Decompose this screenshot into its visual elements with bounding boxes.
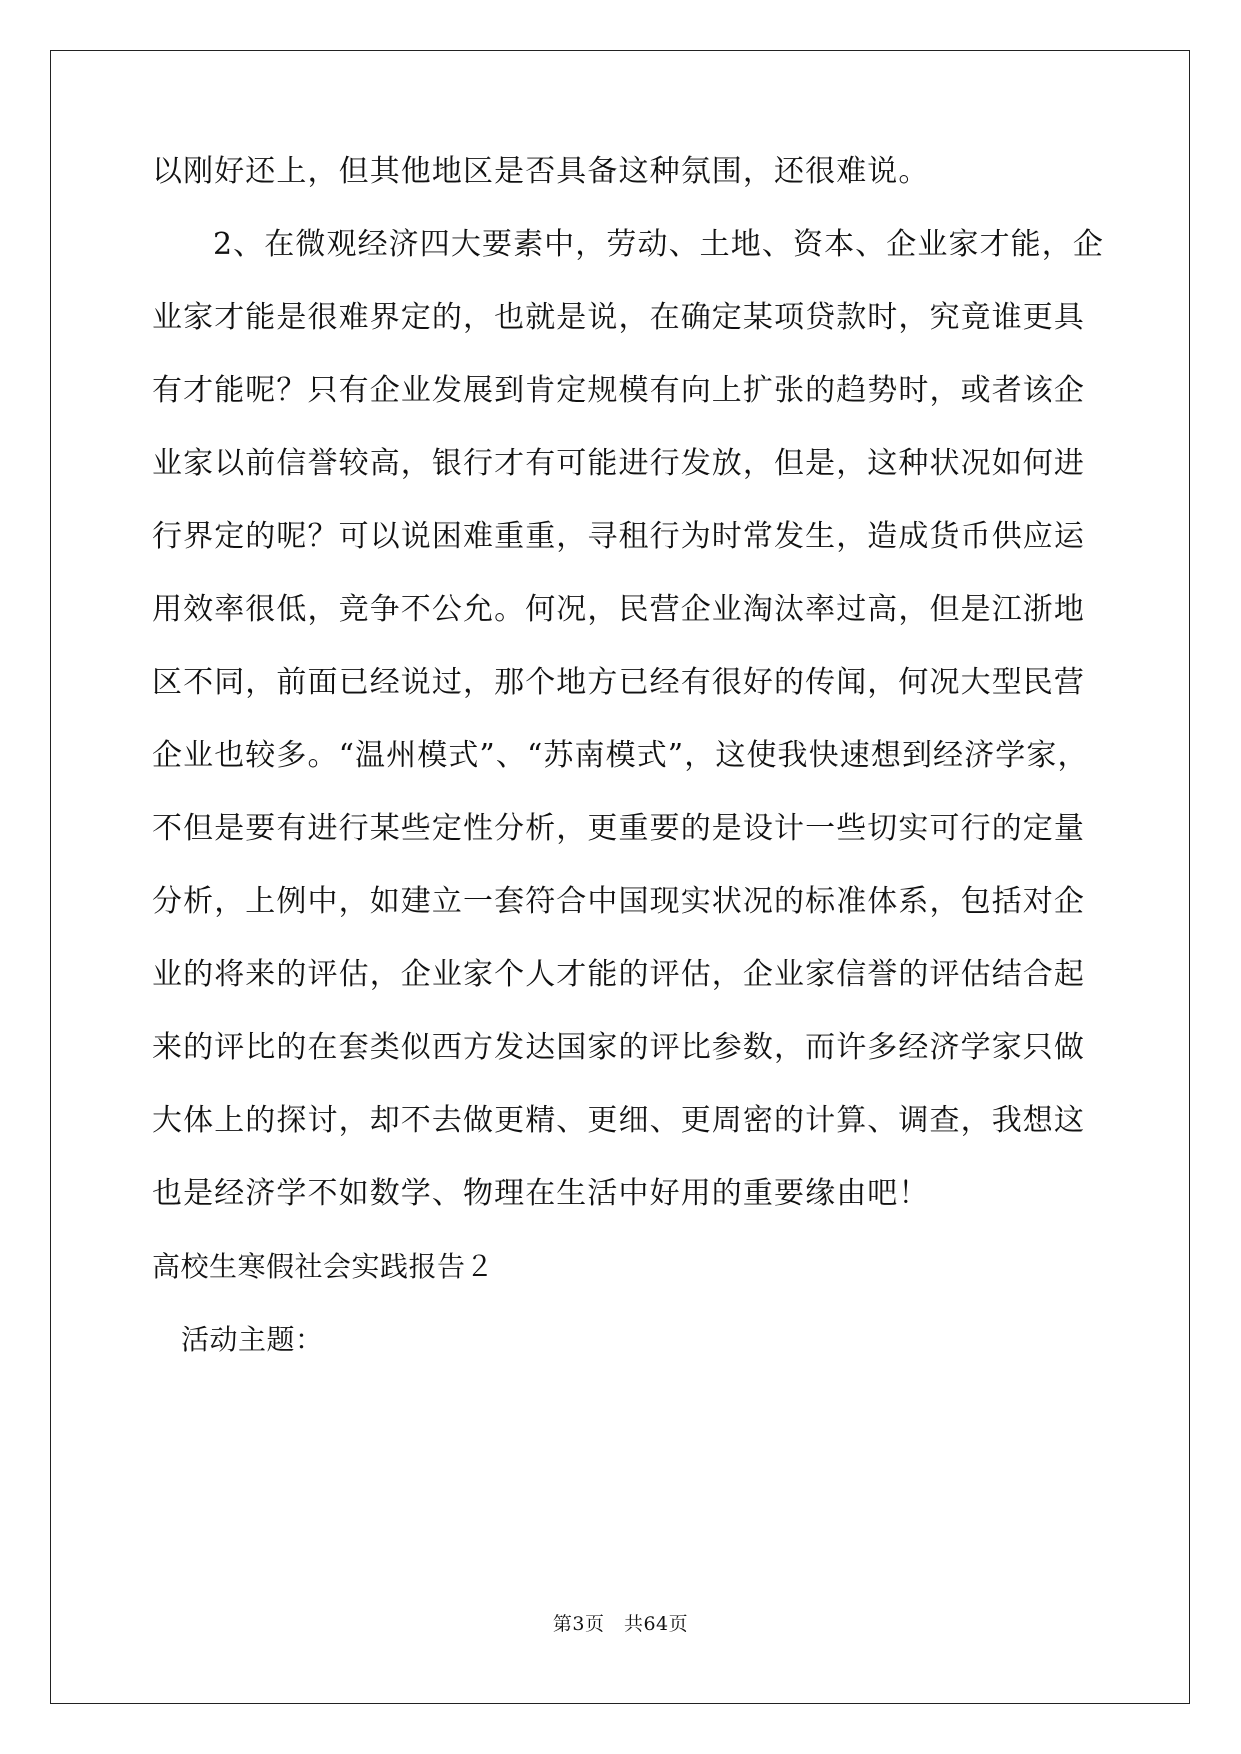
body-line-13: 来的评比的在套类似西方发达国家的评比参数，而许多经济学家只做 [152,1030,1085,1065]
body-line-4: 有才能呢？只有企业发展到肯定规模有向上扩张的趋势时，或者该企 [152,373,1085,408]
body-line-12: 业的将来的评估，企业家个人才能的评估，企业家信誉的评估结合起 [152,957,1085,992]
body-line-14: 大体上的探讨，却不去做更精、更细、更周密的计算、调查，我想这 [152,1103,1085,1138]
subheading: 活动主题： [181,1323,324,1356]
body-line-10: 不但是要有进行某些定性分析，更重要的是设计一些切实可行的定量 [152,811,1085,846]
section-title: 高校生寒假社会实践报告２ [152,1250,495,1283]
body-line-9: 企业也较多。“温州模式”、“苏南模式”，这使我快速想到经济学家， [152,738,1089,773]
body-line-8: 区不同，前面已经说过，那个地方已经有很好的传闻，何况大型民营 [152,665,1085,700]
body-line-3: 业家才能是很难界定的，也就是说，在确定某项贷款时，究竟谁更具 [152,300,1085,335]
body-line-6: 行界定的呢？可以说困难重重，寻租行为时常发生，造成货币供应运 [152,519,1085,554]
body-line-1: 以刚好还上，但其他地区是否具备这种氛围，还很难说。 [152,154,930,189]
body-line-7: 用效率很低，竞争不公允。何况，民营企业淘汰率过高，但是江浙地 [152,592,1085,627]
body-line-2: 2、在微观经济四大要素中，劳动、土地、资本、企业家才能，企 [213,227,1104,262]
body-line-15: 也是经济学不如数学、物理在生活中好用的重要缘由吧！ [152,1176,930,1211]
body-line-5: 业家以前信誉较高，银行才有可能进行发放，但是，这种状况如何进 [152,446,1085,481]
body-line-11: 分析，上例中，如建立一套符合中国现实状况的标准体系，包括对企 [152,884,1085,919]
page-number-footer: 第3页 共64页 [552,1613,689,1635]
